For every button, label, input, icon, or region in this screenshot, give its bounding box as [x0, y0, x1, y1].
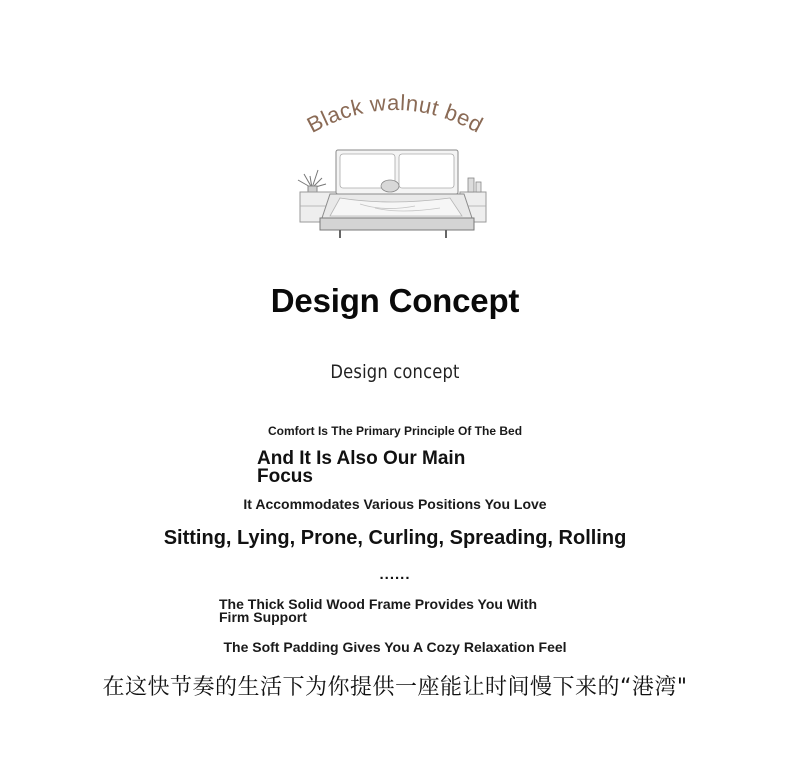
svg-text:Black walnut bed [303, 90, 488, 138]
plant-icon [298, 170, 326, 192]
padding-line: The Soft Padding Gives You A Cozy Relaxation Feel [223, 639, 567, 655]
comfort-line: Comfort Is The Primary Principle Of The Bed [267, 424, 523, 438]
page-title: Design Concept [270, 282, 520, 319]
positions-line: Sitting, Lying, Prone, Curling, Spreading, Rolling [163, 527, 627, 549]
ellipsis-dots: ...... [379, 566, 411, 583]
brand-logo [280, 80, 510, 150]
page-subtitle: Design concept [330, 361, 460, 383]
bed-frame [320, 218, 474, 230]
chinese-slogan: 在这快节奏的生活下为你提供一座能让时间慢下来的“港湾" [102, 675, 688, 700]
bed-illustration [290, 148, 495, 243]
accommodates-line: It Accommodates Various Positions You Love [243, 496, 547, 512]
focus-line: And It Is Also Our Main Focus [257, 448, 466, 487]
logo-text: Black walnut bed [302, 89, 488, 138]
frame-support-line: The Thick Solid Wood Frame Provides You With Firm Support [219, 596, 538, 625]
